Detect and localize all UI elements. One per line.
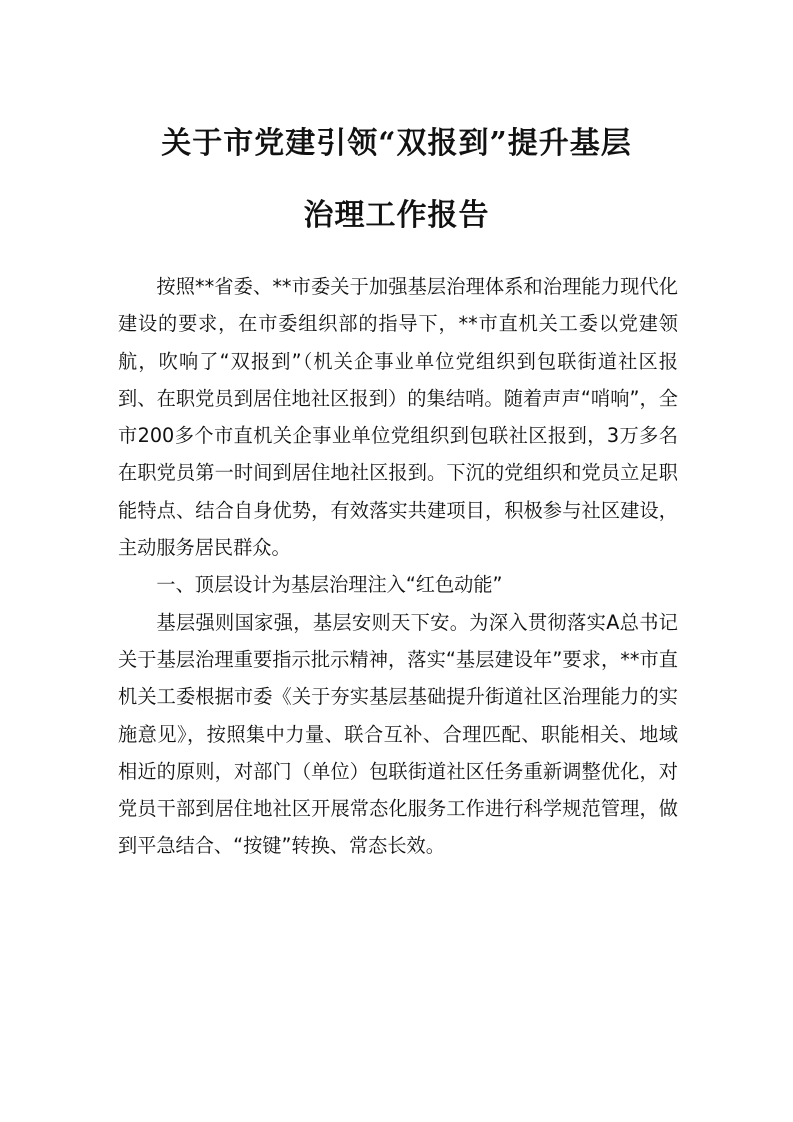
document-title-line-1: 关于市党建引领“双报到”提升基层 bbox=[161, 126, 632, 161]
document-title-line-2: 治理工作报告 bbox=[303, 198, 490, 233]
paragraph-section-1: 基层强则国家强，基层安则天下安。为深入贯彻落实A总书记关于基层治理重要指示批示精神，落实“基层建设年”要求，**市直机关工委根据市委《关于夯实基层基础提升街道社区治理能力的实施意见》，按照集中力量、联合互补、合理匹配、职能相关、地域相近的原则，对部门（单位）包联街道社区任务重新调整优化，对党员干部到居住地社区开展常态化服务工作进行科学规范管理，做到平急结合、“按键”转换、常态长效。 bbox=[118, 610, 678, 858]
section-heading-1: 一、顶层设计为基层治理注入“红色动能” bbox=[156, 573, 503, 597]
document-body bbox=[118, 268, 678, 865]
paragraph-intro: 按照**省委、**市委关于加强基层治理体系和治理能力现代化建设的要求，在市委组织部的指导下，**市直机关工委以党建领航，吹响了“双报到”（机关企事业单位党组织到包联街道社区报到、在职党员到居住地社区报到）的集结哨。随着声声“哨响”，全市200多个市直机关企事业单位党组织到包联社区报到，3万多名在职党员第一时间到居住地社区报到。下沉的党组织和党员立足职能特点、结合自身优势，有效落实共建项目，积极参与社区建设，主动服务居民群众。 bbox=[118, 275, 678, 560]
